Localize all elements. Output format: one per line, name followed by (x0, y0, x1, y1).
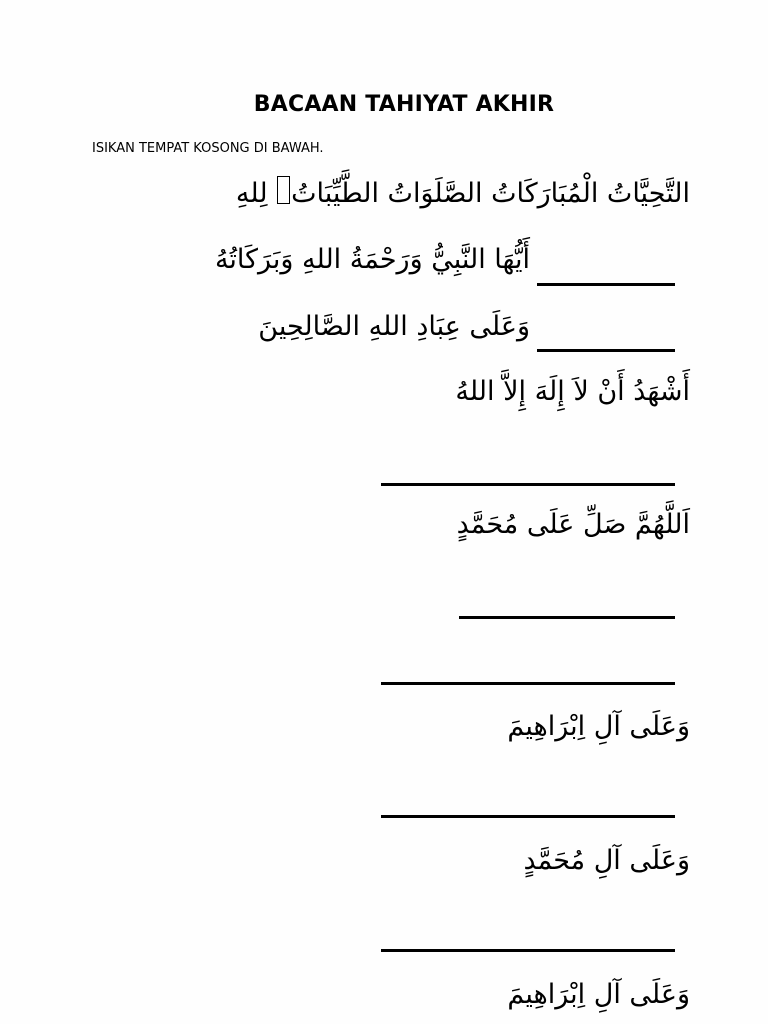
arabic-line-6: وَعَلَى آلِ اِبْرَاهِيمَ (507, 711, 690, 742)
fill-blank-4[interactable] (459, 616, 675, 619)
fill-blank-1[interactable] (537, 283, 675, 286)
missing-glyph-box (277, 176, 290, 204)
fill-blank-3[interactable] (381, 483, 675, 486)
fill-blank-6[interactable] (381, 815, 675, 818)
fill-blank-2[interactable] (537, 349, 675, 352)
arabic-line-1-text-after: لِلهِ (235, 178, 277, 209)
instruction-text: ISIKAN TEMPAT KOSONG DI BAWAH. (92, 141, 324, 156)
arabic-line-5: اَللَّهُمَّ صَلِّ عَلَى مُحَمَّدٍ (456, 509, 690, 540)
arabic-line-1 (236, 174, 690, 214)
arabic-line-2: أَيُّهَا النَّبِيُّ وَرَحْمَةُ اللهِ وَبَرَكَاتُهُ (214, 244, 530, 275)
fill-blank-7[interactable] (381, 949, 675, 952)
arabic-line-1-text-before: التَّحِيَّاتُ الْمُبَارَكَاتُ الصَّلَوَاتُ الطَّيِّبَاتُ (291, 178, 690, 209)
fill-blank-5[interactable] (381, 682, 675, 685)
arabic-line-7: وَعَلَى آلِ مُحَمَّدٍ (523, 845, 690, 876)
arabic-line-4: أَشْهَدُ أَنْ لاَ إِلَهَ إِلاَّ اللهُ (455, 376, 690, 407)
page-title: BACAAN TAHIYAT AKHIR (253, 92, 555, 117)
arabic-line-8: وَعَلَى آلِ اِبْرَاهِيمَ (507, 979, 690, 1010)
arabic-line-3: وَعَلَى عِبَادِ اللهِ الصَّالِحِينَ (258, 311, 530, 342)
